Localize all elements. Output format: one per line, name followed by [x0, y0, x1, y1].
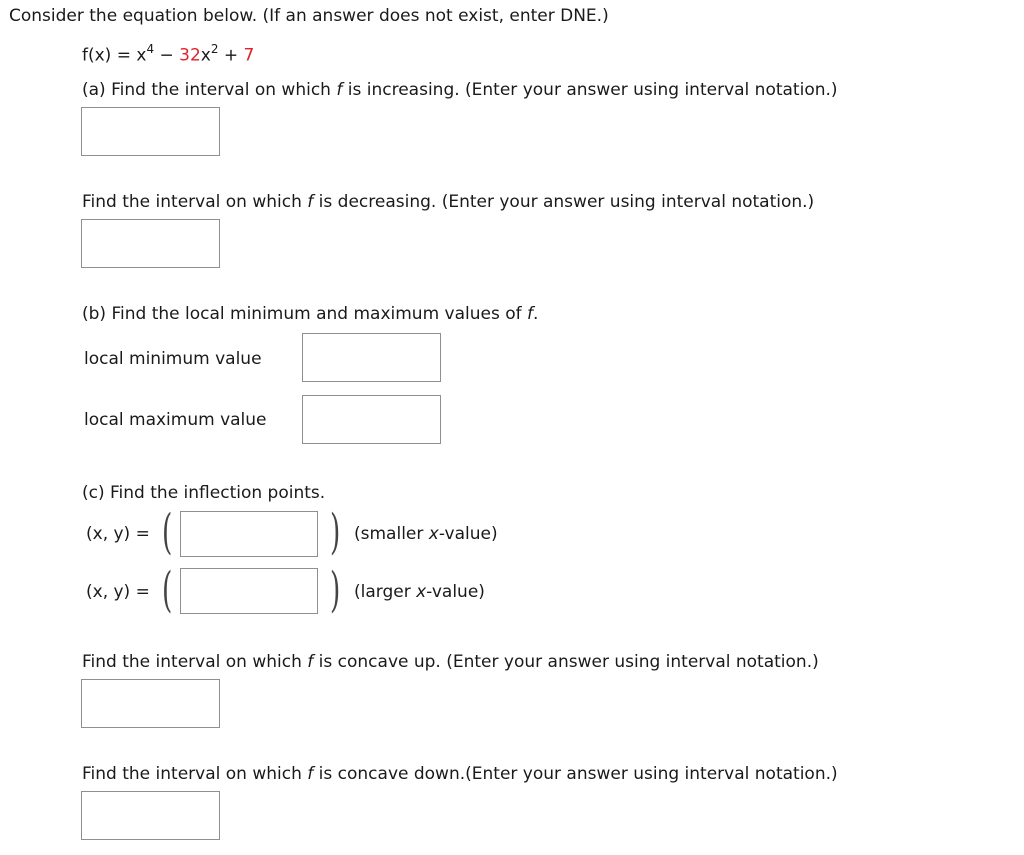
concave-up-question-post: is concave up. (Enter your answer using interval notation.) — [313, 652, 819, 672]
concave-up-question-pre: Find the interval on which — [82, 652, 308, 672]
equation-minus: − — [154, 45, 180, 66]
increasing-interval-input[interactable] — [81, 107, 220, 156]
inflection-point2-note-x: x — [416, 582, 427, 602]
decreasing-question — [82, 192, 814, 212]
inflection-point1-note-pre: (smaller — [354, 524, 429, 544]
increasing-question-post: is increasing. (Enter your answer using interval notation.) — [342, 80, 838, 100]
local-extrema-question-pre: (b) Find the local minimum and maximum values of — [82, 304, 528, 324]
increasing-question-f: f — [336, 80, 343, 100]
inflection-point2-input[interactable] — [180, 568, 318, 614]
inflection-point2-label: (x, y) = — [86, 582, 150, 602]
concave-up-question-f: f — [307, 652, 314, 672]
decreasing-question-f: f — [307, 192, 314, 212]
inflection-point1-note-post: -value) — [438, 524, 498, 544]
local-max-label: local maximum value — [84, 410, 267, 430]
inflection-point1-close-paren: ) — [330, 504, 341, 560]
local-min-label: local minimum value — [84, 349, 262, 369]
decreasing-question-post: is decreasing. (Enter your answer using interval notation.) — [313, 192, 815, 212]
inflection-heading: (c) Find the inflection points. — [82, 483, 326, 503]
inflection-point1-open-paren: ( — [162, 504, 173, 560]
concave-down-question-post: is concave down.(Enter your answer using interval notation.) — [313, 764, 838, 784]
increasing-question-pre: (a) Find the interval on which — [82, 80, 337, 100]
equation-coef: 32 — [179, 45, 201, 66]
concave-down-question-pre: Find the interval on which — [82, 764, 308, 784]
concave-down-question-f: f — [307, 764, 314, 784]
local-extrema-question-post: . — [533, 304, 539, 324]
inflection-point2-close-paren: ) — [330, 562, 341, 618]
inflection-point2-note-pre: (larger — [354, 582, 417, 602]
equation-x4-base: x — [136, 45, 147, 66]
equation-x4-exp: 4 — [146, 42, 155, 56]
inflection-point2-open-paren: ( — [162, 562, 173, 618]
inflection-point1-note-x: x — [428, 524, 439, 544]
local-extrema-question — [82, 304, 538, 324]
concave-up-input[interactable] — [81, 679, 220, 728]
equation-const: 7 — [243, 45, 255, 66]
equation-x2-base: x — [200, 45, 211, 66]
intro-text: Consider the equation below. (If an answer does not exist, enter DNE.) — [9, 6, 609, 26]
inflection-point1-input[interactable] — [180, 511, 318, 557]
local-extrema-question-f: f — [527, 304, 534, 324]
inflection-point1-note — [354, 524, 498, 544]
decreasing-interval-input[interactable] — [81, 219, 220, 268]
local-min-input[interactable] — [302, 333, 441, 382]
decreasing-question-pre: Find the interval on which — [82, 192, 308, 212]
concave-down-question — [82, 764, 838, 784]
inflection-point1-label: (x, y) = — [86, 524, 150, 544]
equation-lhs: f(x) = — [82, 45, 137, 66]
inflection-point2-note-post: -value) — [426, 582, 485, 602]
increasing-question — [82, 80, 838, 100]
concave-down-input[interactable] — [81, 791, 220, 840]
concave-up-question — [82, 652, 819, 672]
inflection-point2-note — [354, 582, 485, 602]
equation-x2-exp: 2 — [210, 42, 219, 56]
equation-plus: + — [218, 45, 244, 66]
local-max-input[interactable] — [302, 395, 441, 444]
equation — [82, 43, 254, 66]
